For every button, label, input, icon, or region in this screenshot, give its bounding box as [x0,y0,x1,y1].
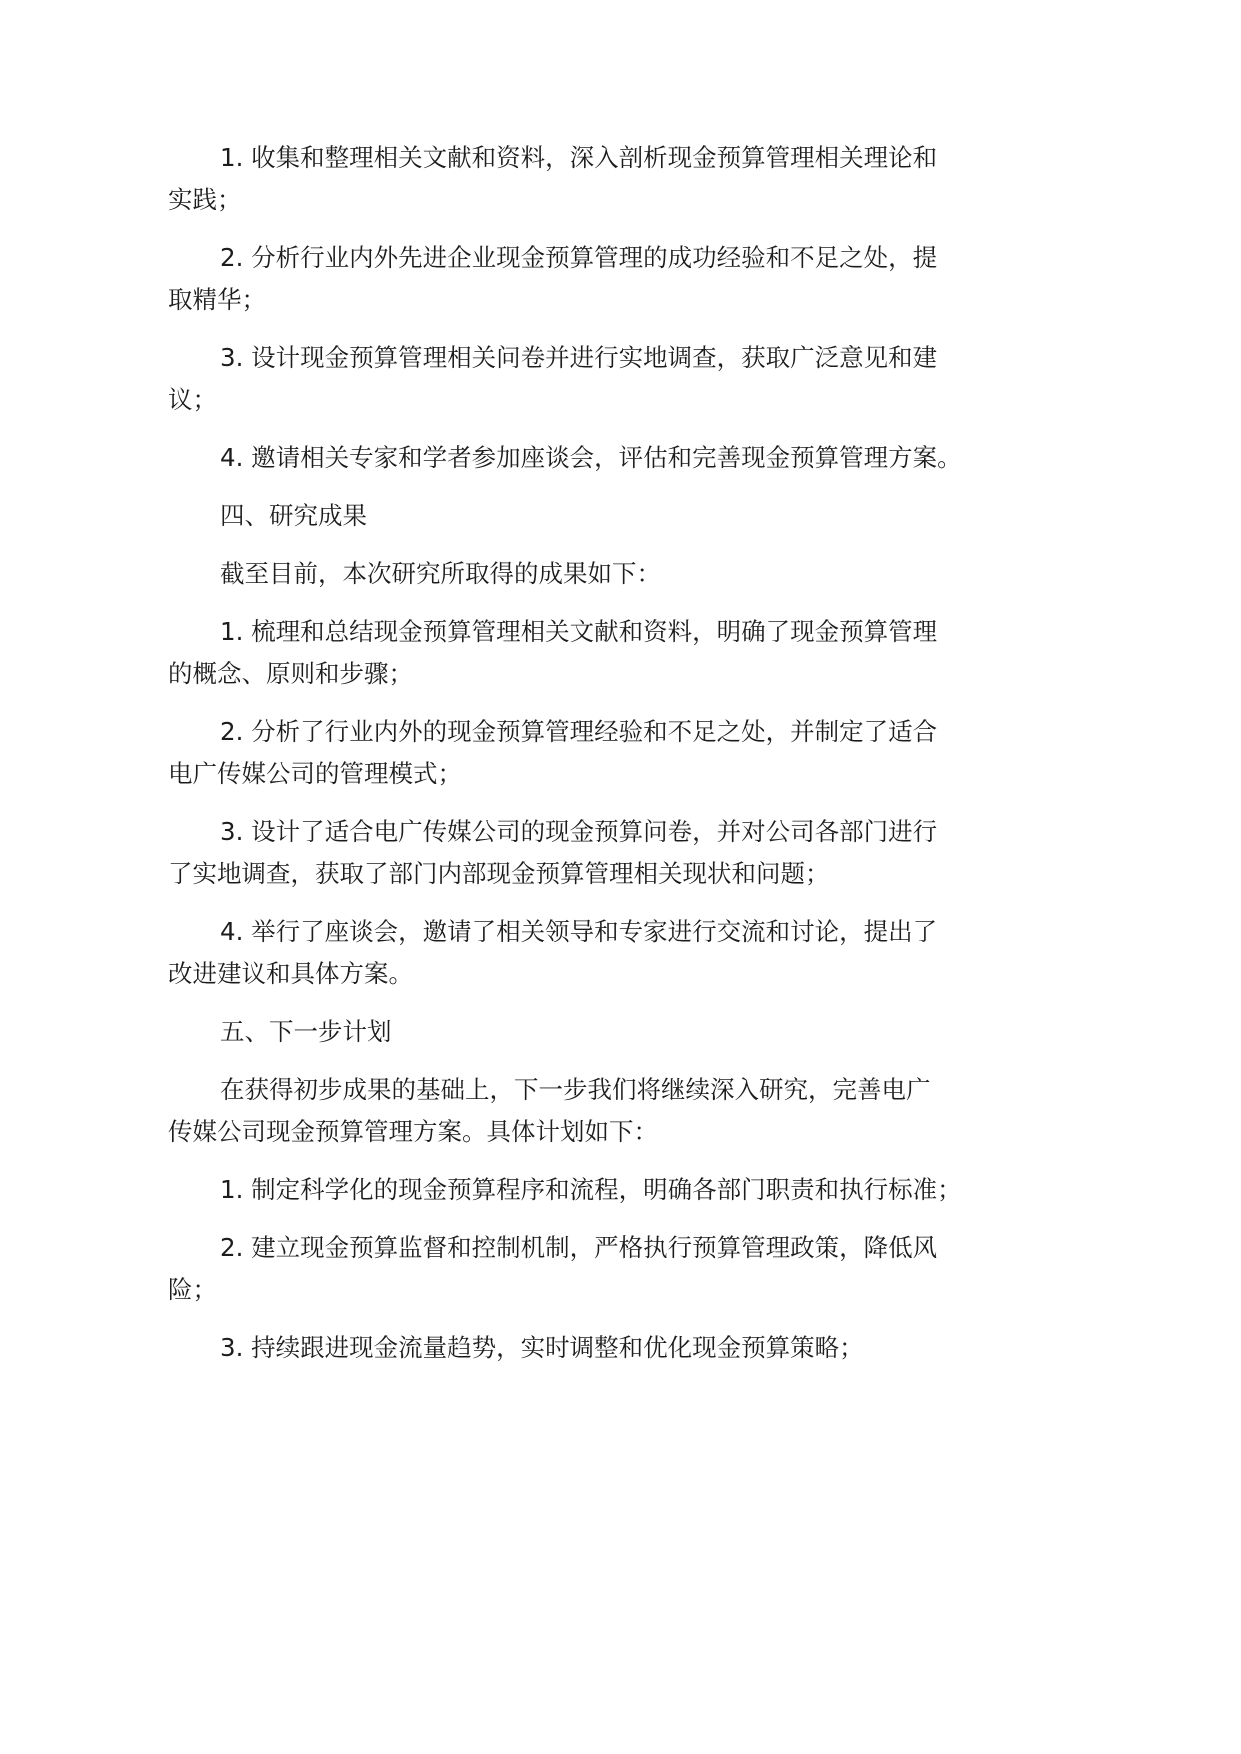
list-item [168,437,1208,479]
paragraph-line: 了实地调查，获取了部门内部现金预算管理相关现状和问题； [168,859,830,888]
paragraph-line: 议； [168,385,217,414]
paragraph-line: 2. 分析行业内外先进企业现金预算管理的成功经验和不足之处，提 [220,243,938,272]
list-item [168,1169,1208,1211]
paragraph-line: 1. 制定科学化的现金预算程序和流程，明确各部门职责和执行标准； [220,1175,962,1204]
section-heading-text: 四、研究成果 [220,501,367,530]
paragraph-line: 在获得初步成果的基础上，下一步我们将继续深入研究，完善电广 [220,1075,931,1104]
paragraph-line: 险； [168,1275,217,1304]
paragraph-line: 的概念、原则和步骤； [168,659,413,688]
paragraph-line: 1. 梳理和总结现金预算管理相关文献和资料，明确了现金预算管理 [220,617,938,646]
paragraph-line: 3. 持续跟进现金流量趋势，实时调整和优化现金预算策略； [220,1333,864,1362]
list-item [168,811,1208,895]
section-heading [168,1011,1208,1053]
paragraph-line: 4. 邀请相关专家和学者参加座谈会，评估和完善现金预算管理方案。 [220,443,962,472]
paragraph-line: 取精华； [168,285,266,314]
paragraph-line: 传媒公司现金预算管理方案。具体计划如下： [168,1117,658,1146]
list-item [168,1327,1208,1369]
section-intro [168,553,1208,595]
section-heading-text: 五、下一步计划 [220,1017,392,1046]
paragraph-line: 2. 建立现金预算监督和控制机制，严格执行预算管理政策，降低风 [220,1233,938,1262]
list-item [168,711,1208,795]
paragraph-line: 3. 设计了适合电广传媒公司的现金预算问卷，并对公司各部门进行 [220,817,938,846]
list-item [168,337,1208,421]
paragraph-line: 电广传媒公司的管理模式； [168,759,462,788]
section-heading [168,495,1208,537]
list-item [168,237,1208,321]
section-intro [168,1069,1208,1153]
list-item [168,911,1208,995]
paragraph-line: 3. 设计现金预算管理相关问卷并进行实地调查，获取广泛意见和建 [220,343,938,372]
paragraph-line: 1. 收集和整理相关文献和资料，深入剖析现金预算管理相关理论和 [220,143,938,172]
list-item [168,1227,1208,1311]
paragraph-line: 4. 举行了座谈会，邀请了相关领导和专家进行交流和讨论，提出了 [220,917,938,946]
document-page-body [168,137,1208,1385]
paragraph-line: 2. 分析了行业内外的现金预算管理经验和不足之处，并制定了适合 [220,717,938,746]
list-item [168,137,1208,221]
paragraph-line: 截至目前，本次研究所取得的成果如下： [220,559,661,588]
list-item [168,611,1208,695]
paragraph-line: 实践； [168,185,242,214]
paragraph-line: 改进建议和具体方案。 [168,959,413,988]
